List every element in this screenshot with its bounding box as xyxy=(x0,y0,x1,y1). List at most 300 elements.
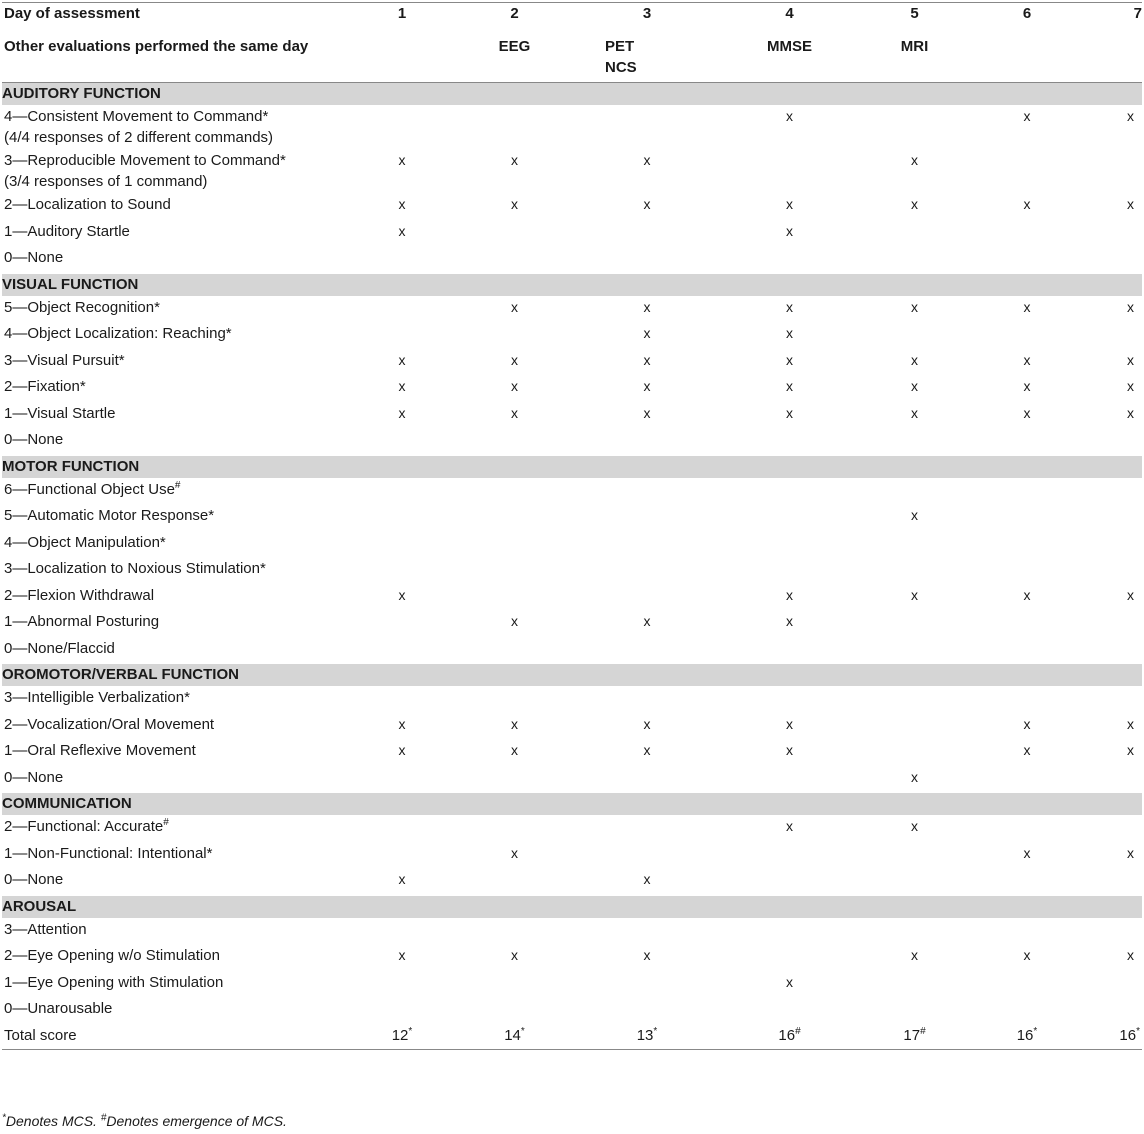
score-mark-cell: x xyxy=(1023,586,1031,603)
total-score-cell xyxy=(977,1025,1077,1050)
score-mark-cell: x xyxy=(398,715,406,732)
score-mark-cell: x xyxy=(911,818,918,834)
score-mark-cell xyxy=(977,816,1077,843)
score-mark-cell xyxy=(342,816,462,843)
item-label-cell xyxy=(2,296,342,323)
total-score-cell xyxy=(462,1025,567,1050)
score-mark-cell: x xyxy=(643,404,651,421)
item-label: 3—Intelligible Verbalization* xyxy=(4,689,190,706)
score-mark-cell xyxy=(567,247,727,274)
score-mark-cell: x xyxy=(511,742,518,758)
item-label-cell xyxy=(2,611,342,638)
score-mark-cell: x xyxy=(1023,844,1031,861)
score-mark-cell: x xyxy=(1127,196,1134,212)
item-label-cell xyxy=(2,638,342,665)
score-mark-cell xyxy=(852,843,977,870)
score-mark-cell: x xyxy=(786,818,793,834)
total-score-value: 16 xyxy=(778,1026,796,1044)
item-label-cell xyxy=(2,323,342,350)
score-mark-cell xyxy=(462,918,567,945)
section-title: AUDITORY FUNCTION xyxy=(2,83,1142,106)
item-label: 2—Flexion Withdrawal xyxy=(4,586,155,604)
score-mark-cell xyxy=(342,998,462,1025)
score-mark-cell xyxy=(342,532,462,559)
score-mark-cell xyxy=(567,918,727,945)
total-score-cell xyxy=(1077,1025,1142,1050)
score-mark-cell xyxy=(977,247,1077,274)
score-mark-cell xyxy=(462,532,567,559)
item-label: 0—None/Flaccid xyxy=(4,639,115,657)
score-mark-cell: x xyxy=(511,152,518,168)
table-row xyxy=(2,350,1142,377)
item-label: 4—Object Manipulation* xyxy=(4,533,166,551)
item-label-cell xyxy=(2,767,342,794)
total-score-superscript: * xyxy=(1033,1025,1038,1037)
score-mark-cell xyxy=(567,478,727,505)
evaluation-cell: MMSE xyxy=(727,36,852,83)
table-row xyxy=(2,221,1142,248)
item-label: 1—Eye Opening with Stimulation xyxy=(4,973,224,991)
table-row xyxy=(2,106,1142,151)
item-label: 3—Visual Pursuit* xyxy=(4,351,125,369)
score-mark-cell xyxy=(1077,918,1142,945)
score-mark-cell xyxy=(567,429,727,456)
score-mark-cell xyxy=(977,505,1077,532)
score-mark-cell xyxy=(852,714,977,741)
score-mark-cell: x xyxy=(786,378,793,394)
evaluation-cell xyxy=(977,36,1077,83)
day-header: 6 xyxy=(977,3,1077,37)
score-mark-cell xyxy=(1077,611,1142,638)
score-mark-cell xyxy=(727,638,852,665)
item-label: 1—Non-Functional: Intentional* xyxy=(4,844,213,862)
score-mark-cell: x xyxy=(398,742,406,758)
other-evaluations-row xyxy=(2,36,1142,83)
item-label: 1—Visual Startle xyxy=(4,404,116,422)
score-mark-cell xyxy=(852,247,977,274)
score-mark-cell xyxy=(1077,869,1142,896)
score-mark-cell xyxy=(977,221,1077,248)
score-mark-cell xyxy=(462,558,567,585)
score-mark-cell xyxy=(977,478,1077,505)
score-mark-cell xyxy=(1077,638,1142,665)
score-mark-cell xyxy=(977,767,1077,794)
day-header: 2 xyxy=(462,3,567,37)
score-mark-cell xyxy=(462,247,567,274)
item-superscript: # xyxy=(163,817,169,828)
table-row xyxy=(2,918,1142,945)
table-row xyxy=(2,816,1142,843)
score-mark-cell xyxy=(567,816,727,843)
score-mark-cell xyxy=(567,106,727,151)
score-mark-cell xyxy=(567,221,727,248)
score-mark-cell xyxy=(727,918,852,945)
table-row xyxy=(2,740,1142,767)
total-score-row xyxy=(2,1025,1142,1050)
table-row xyxy=(2,611,1142,638)
section-header-row xyxy=(2,793,1142,816)
score-mark-cell: x xyxy=(643,742,651,758)
score-mark-cell: x xyxy=(1023,378,1031,394)
score-mark-cell xyxy=(342,638,462,665)
day-header: 5 xyxy=(852,3,977,37)
score-mark-cell xyxy=(567,843,727,870)
score-mark-cell xyxy=(1077,505,1142,532)
score-mark-cell xyxy=(727,767,852,794)
item-label-cell xyxy=(2,585,342,612)
total-score-cell xyxy=(727,1025,852,1050)
total-score-superscript: # xyxy=(795,1025,801,1037)
score-mark-cell xyxy=(1077,323,1142,350)
score-mark-cell xyxy=(727,998,852,1025)
total-score-superscript: * xyxy=(520,1025,525,1037)
score-mark-cell: x xyxy=(1023,108,1031,124)
score-mark-cell: x xyxy=(511,351,518,368)
score-mark-cell: x xyxy=(786,298,793,315)
score-mark-cell: x xyxy=(511,844,518,861)
score-mark-cell: x xyxy=(911,196,918,212)
score-mark-cell xyxy=(852,478,977,505)
item-label-cell xyxy=(2,918,342,945)
item-label: 0—Unarousable xyxy=(4,1000,113,1017)
score-mark-cell: x xyxy=(398,222,406,239)
item-label: 2—Fixation* xyxy=(4,378,86,395)
score-mark-cell xyxy=(852,972,977,999)
score-mark-cell: x xyxy=(1127,351,1134,368)
table-row xyxy=(2,687,1142,714)
item-superscript: # xyxy=(174,479,181,491)
table-row xyxy=(2,972,1142,999)
score-mark-cell: x xyxy=(643,613,651,629)
score-mark-cell xyxy=(462,106,567,151)
score-mark-cell xyxy=(727,150,852,194)
score-mark-cell xyxy=(852,918,977,945)
item-label-cell xyxy=(2,740,342,767)
score-mark-cell: x xyxy=(786,973,793,990)
score-mark-cell: x xyxy=(398,404,406,421)
score-mark-cell xyxy=(462,638,567,665)
evaluation-cell xyxy=(567,36,727,83)
item-label: 3—Reproducible Movement to Command* xyxy=(4,152,286,169)
item-label-cell xyxy=(2,194,342,221)
score-mark-cell: x xyxy=(911,947,918,963)
score-mark-cell xyxy=(727,558,852,585)
day-of-assessment-label: Day of assessment xyxy=(2,3,342,37)
score-mark-cell: x xyxy=(511,613,518,629)
section-header-row xyxy=(2,664,1142,687)
item-label-cell xyxy=(2,998,342,1025)
score-mark-cell: x xyxy=(643,351,651,368)
score-mark-cell xyxy=(342,611,462,638)
score-mark-cell: x xyxy=(398,152,406,168)
total-score-superscript: # xyxy=(920,1025,926,1037)
score-mark-cell xyxy=(1077,429,1142,456)
score-mark-cell: x xyxy=(511,298,518,315)
section-title: AROUSAL xyxy=(2,896,1142,919)
item-label-cell xyxy=(2,247,342,274)
score-mark-cell: x xyxy=(398,586,406,603)
score-mark-cell: x xyxy=(511,196,518,212)
score-mark-cell xyxy=(977,998,1077,1025)
score-mark-cell: x xyxy=(511,715,518,732)
other-evaluations-label: Other evaluations performed the same day xyxy=(2,36,342,83)
table-row xyxy=(2,376,1142,403)
header-row xyxy=(2,3,1142,37)
score-mark-cell xyxy=(852,998,977,1025)
score-mark-cell: x xyxy=(786,222,793,239)
score-mark-cell xyxy=(1077,816,1142,843)
item-label-cell xyxy=(2,558,342,585)
total-score-cell xyxy=(852,1025,977,1050)
table-row xyxy=(2,429,1142,456)
score-mark-cell xyxy=(977,150,1077,194)
score-mark-cell xyxy=(567,687,727,714)
score-mark-cell xyxy=(342,323,462,350)
score-mark-cell: x xyxy=(1127,947,1134,963)
score-mark-cell xyxy=(1077,532,1142,559)
score-mark-cell: x xyxy=(786,108,793,124)
score-mark-cell xyxy=(342,296,462,323)
score-mark-cell xyxy=(567,505,727,532)
score-mark-cell: x xyxy=(398,871,406,887)
score-mark-cell xyxy=(462,478,567,505)
item-label: 1—Auditory Startle xyxy=(4,222,130,240)
score-mark-cell xyxy=(462,429,567,456)
score-mark-cell xyxy=(977,532,1077,559)
score-mark-cell: x xyxy=(643,196,651,212)
score-mark-cell xyxy=(462,323,567,350)
score-mark-cell xyxy=(977,558,1077,585)
score-mark-cell xyxy=(1077,150,1142,194)
score-mark-cell: x xyxy=(786,586,793,603)
score-mark-cell xyxy=(727,478,852,505)
item-label: 5—Object Recognition* xyxy=(4,298,160,316)
evaluation-cell: EEG xyxy=(462,36,567,83)
score-mark-cell xyxy=(1077,247,1142,274)
score-mark-cell: x xyxy=(1023,196,1031,212)
footnote-mark: # xyxy=(100,1112,107,1124)
item-label: 2—Eye Opening w/o Stimulation xyxy=(4,947,220,964)
score-mark-cell xyxy=(342,106,462,151)
table-row xyxy=(2,296,1142,323)
table-row xyxy=(2,843,1142,870)
score-mark-cell xyxy=(342,918,462,945)
score-mark-cell: x xyxy=(643,715,651,732)
score-mark-cell xyxy=(977,687,1077,714)
score-mark-cell: x xyxy=(643,378,651,394)
evaluation-cell xyxy=(342,36,462,83)
score-mark-cell: x xyxy=(786,404,793,421)
table-row xyxy=(2,998,1142,1025)
item-label-cell xyxy=(2,221,342,248)
table-row xyxy=(2,869,1142,896)
score-mark-cell: x xyxy=(643,325,651,341)
day-header: 1 xyxy=(342,3,462,37)
score-mark-cell xyxy=(567,638,727,665)
item-label: 6—Functional Object Use xyxy=(4,480,175,498)
score-mark-cell xyxy=(727,687,852,714)
item-label: 2—Vocalization/Oral Movement xyxy=(4,715,215,733)
score-mark-cell xyxy=(852,869,977,896)
score-mark-cell xyxy=(852,687,977,714)
score-mark-cell xyxy=(727,843,852,870)
score-mark-cell xyxy=(342,429,462,456)
table-row xyxy=(2,532,1142,559)
table-footnote xyxy=(2,1113,287,1129)
item-label: 2—Functional: Accurate xyxy=(4,818,164,835)
item-label-cell xyxy=(2,532,342,559)
score-mark-cell xyxy=(977,869,1077,896)
day-header: 3 xyxy=(567,3,727,37)
table-row xyxy=(2,767,1142,794)
table-row xyxy=(2,638,1142,665)
score-mark-cell xyxy=(1077,221,1142,248)
evaluation-cell xyxy=(1077,36,1142,83)
score-mark-cell xyxy=(977,918,1077,945)
score-mark-cell: x xyxy=(1127,844,1134,861)
section-title: COMMUNICATION xyxy=(2,793,1142,816)
item-label: 0—None xyxy=(4,431,64,448)
item-label: 4—Object Localization: Reaching* xyxy=(4,325,232,342)
score-mark-cell xyxy=(852,558,977,585)
score-mark-cell: x xyxy=(643,152,651,168)
day-header: 4 xyxy=(727,3,852,37)
score-mark-cell xyxy=(462,505,567,532)
score-mark-cell: x xyxy=(643,947,651,963)
item-label: 0—None xyxy=(4,871,64,888)
score-mark-cell: x xyxy=(1023,947,1031,963)
score-mark-cell xyxy=(727,247,852,274)
table-row xyxy=(2,403,1142,430)
table-row xyxy=(2,714,1142,741)
item-label: 1—Oral Reflexive Movement xyxy=(4,742,196,759)
score-mark-cell: x xyxy=(786,196,793,212)
score-mark-cell xyxy=(342,478,462,505)
score-mark-cell xyxy=(342,558,462,585)
item-label: 3—Attention xyxy=(4,920,87,938)
item-label: 0—None xyxy=(4,249,64,266)
score-mark-cell: x xyxy=(1127,742,1134,758)
table-row xyxy=(2,585,1142,612)
item-label-cell xyxy=(2,478,342,505)
score-mark-cell: x xyxy=(1127,586,1134,603)
score-mark-cell: x xyxy=(911,586,918,603)
item-label: 5—Automatic Motor Response* xyxy=(4,507,215,524)
item-label-cell xyxy=(2,714,342,741)
score-mark-cell xyxy=(1077,972,1142,999)
score-mark-cell: x xyxy=(911,507,918,523)
item-label: 0—None xyxy=(4,768,64,786)
item-label-cell xyxy=(2,816,342,843)
score-mark-cell xyxy=(1077,998,1142,1025)
item-label-cell xyxy=(2,376,342,403)
footnote-text: Denotes emergence of MCS. xyxy=(106,1113,287,1129)
item-label-cell xyxy=(2,843,342,870)
score-mark-cell: x xyxy=(786,742,793,758)
table-row xyxy=(2,194,1142,221)
item-label-cell xyxy=(2,972,342,999)
score-mark-cell xyxy=(727,505,852,532)
score-mark-cell: x xyxy=(1023,298,1031,315)
total-score-value: 12 xyxy=(391,1026,409,1044)
score-mark-cell: x xyxy=(1023,404,1031,421)
score-mark-cell xyxy=(1077,478,1142,505)
table-row xyxy=(2,150,1142,194)
score-mark-cell xyxy=(342,687,462,714)
score-mark-cell: x xyxy=(398,351,406,368)
score-mark-cell xyxy=(727,429,852,456)
score-mark-cell xyxy=(852,740,977,767)
score-mark-cell xyxy=(342,972,462,999)
evaluation-text: PET NCS xyxy=(605,38,637,76)
section-header-row xyxy=(2,896,1142,919)
footnote-text: Denotes MCS. xyxy=(5,1113,101,1129)
score-mark-cell xyxy=(852,323,977,350)
score-mark-cell: x xyxy=(911,152,918,168)
score-mark-cell xyxy=(342,843,462,870)
score-mark-cell: x xyxy=(511,404,518,421)
score-mark-cell: x xyxy=(911,351,918,368)
item-label-cell xyxy=(2,403,342,430)
score-mark-cell: x xyxy=(911,768,918,785)
score-mark-cell xyxy=(852,532,977,559)
score-mark-cell xyxy=(1077,558,1142,585)
item-label-cell xyxy=(2,687,342,714)
total-score-value: 14 xyxy=(504,1026,521,1044)
total-score-superscript: * xyxy=(1136,1025,1140,1037)
score-mark-cell: x xyxy=(786,325,793,341)
item-label: 1—Abnormal Posturing xyxy=(4,613,160,630)
score-mark-cell: x xyxy=(786,351,793,368)
score-mark-cell xyxy=(462,972,567,999)
score-mark-cell: x xyxy=(911,404,918,421)
score-mark-cell xyxy=(462,816,567,843)
section-title: OROMOTOR/VERBAL FUNCTION xyxy=(2,664,1142,687)
section-title: MOTOR FUNCTION xyxy=(2,456,1142,479)
score-mark-cell xyxy=(977,611,1077,638)
score-mark-cell xyxy=(852,221,977,248)
total-score-label: Total score xyxy=(2,1025,342,1050)
total-score-value: 16 xyxy=(1119,1026,1137,1044)
score-mark-cell xyxy=(342,767,462,794)
total-score-superscript: * xyxy=(408,1025,413,1037)
score-mark-cell xyxy=(567,767,727,794)
score-mark-cell xyxy=(567,972,727,999)
item-label-cell xyxy=(2,429,342,456)
item-label: 2—Localization to Sound xyxy=(4,196,171,213)
item-label-cell xyxy=(2,106,342,151)
total-score-cell xyxy=(342,1025,462,1050)
evaluation-cell: MRI xyxy=(852,36,977,83)
total-score-cell xyxy=(567,1025,727,1050)
score-mark-cell xyxy=(977,638,1077,665)
total-score-value: 16 xyxy=(1016,1026,1034,1044)
item-label-cell xyxy=(2,350,342,377)
score-mark-cell xyxy=(852,429,977,456)
table-row xyxy=(2,247,1142,274)
score-mark-cell xyxy=(977,972,1077,999)
score-mark-cell: x xyxy=(1023,742,1031,758)
score-mark-cell: x xyxy=(398,947,406,963)
score-mark-cell: x xyxy=(398,196,406,212)
score-mark-cell xyxy=(1077,767,1142,794)
score-mark-cell: x xyxy=(911,298,918,315)
item-sublabel: (4/4 responses of 2 different commands) xyxy=(4,129,274,146)
item-label-cell xyxy=(2,945,342,972)
score-mark-cell xyxy=(852,638,977,665)
item-label-cell xyxy=(2,150,342,194)
score-mark-cell xyxy=(462,767,567,794)
